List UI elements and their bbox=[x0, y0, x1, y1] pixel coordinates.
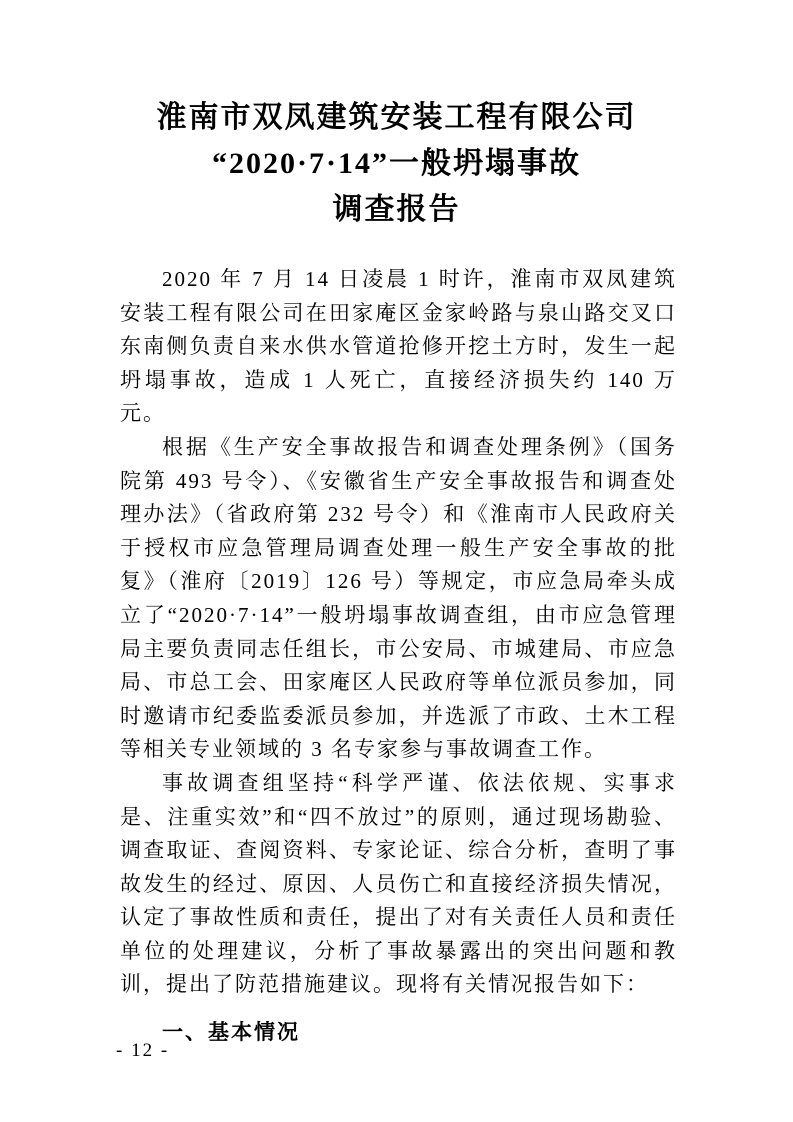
document-body bbox=[120, 263, 677, 1050]
title-line-company: 淮南市双凤建筑安装工程有限公司 bbox=[156, 101, 637, 134]
page-number: - 12 - bbox=[116, 1040, 170, 1061]
paragraph-incident-summary: 2020 年 7 月 14 日凌晨 1 时许，淮南市双凤建筑安装工程有限公司在田家庵区金家岭路与泉山路交叉口东南侧负责自来水供水管道抢修开挖土方时，发生一起坍塌事故，造成 1 人死亡，直接经济损失约 140 万元。 bbox=[120, 267, 677, 426]
paragraph-investigation-basis: 根据《生产安全事故报告和调查处理条例》（国务院第 493 号令）、《安徽省生产安全事故报告和调查处理办法》（省政府第 232 号令）和《淮南市人民政府关于授权市应急管理局调查处理一般生产安全事故的批复》（淮府〔2019〕126 号）等规定，市应急局牵头成立了“2020·7·14”一般坍塌事故调查组，由市应急管理局主要负责同志任组长，市公安局、市城建局、市应急局、市总工会、田家庵区人民政府等单位派员参加，同时邀请市纪委监委派员参加，并选派了市政、土木工程等相关专业领域的 3 名专家参与事故调查工作。 bbox=[120, 434, 677, 762]
paragraph-investigation-principles: 事故调查组坚持“科学严谨、依法依规、实事求是、注重实效”和“四不放过”的原则，通过现场勘验、调查取证、查阅资料、专家论证、综合分析，查明了事故发生的经过、原因、人员伤亡和直接经济损失情况，认定了事故性质和责任，提出了对有关责任人员和责任单位的处理建议，分析了事故暴露出的突出问题和教训，提出了防范措施建议。现将有关情况报告如下： bbox=[120, 770, 677, 997]
title-line-incident: “2020·7·14”一般坍塌事故 bbox=[211, 147, 581, 180]
title-line-report: 调查报告 bbox=[332, 193, 461, 226]
section-heading-basic-situation: 一、基本情况 bbox=[162, 1021, 300, 1045]
document-title bbox=[0, 0, 793, 233]
